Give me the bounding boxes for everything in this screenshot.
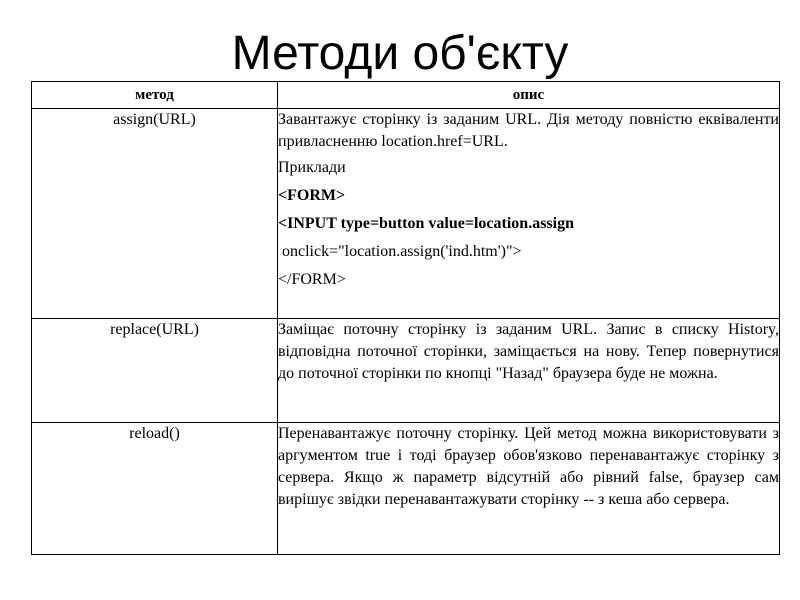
description-cell-replace [278, 319, 780, 423]
example-line: <INPUT type=button value=location.assign [278, 215, 574, 232]
column-header-method: метод [32, 82, 278, 109]
description-text: Перенавантажує поточну сторінку. Цей метод можна використовувати з аргументом true і тоді браузер обов'язково перенавантажує сторінку з сервера. Якщо ж параметр відсутній або рівний false, браузер сам вирішує звідки перенавантажувати сторінку -- з кеша або сервера. [278, 425, 779, 508]
method-cell-assign: assign(URL) [32, 109, 278, 319]
description-text: Заміщає поточну сторінку із заданим URL. Запис в списку History, відповідна поточної сторінки, заміщається на нову. Тепер повернутися до поточної сторінки по кнопці "Назад" браузера буде не можна. [278, 321, 779, 382]
description-cell-assign [278, 109, 780, 319]
methods-table [31, 81, 780, 555]
table-row [32, 109, 780, 319]
description-cell-reload [278, 423, 780, 555]
example-line: </FORM> [278, 271, 346, 288]
description-text: Завантажує сторінку із заданим URL. Дія методу повністю еквіваленти привласненню location.href=URL. [278, 111, 779, 150]
method-cell-replace: replace(URL) [32, 319, 278, 423]
example-line: <FORM> [278, 187, 346, 204]
method-cell-reload: reload() [32, 423, 278, 555]
examples-label: Приклади [278, 159, 346, 176]
table-row [32, 319, 780, 423]
example-line: onclick="location.assign('ind.htm')"> [282, 243, 522, 260]
table-header-row [32, 82, 780, 109]
slide-title: Методи об'єкту [231, 27, 569, 80]
column-header-description: опис [278, 82, 780, 109]
table-row [32, 423, 780, 555]
